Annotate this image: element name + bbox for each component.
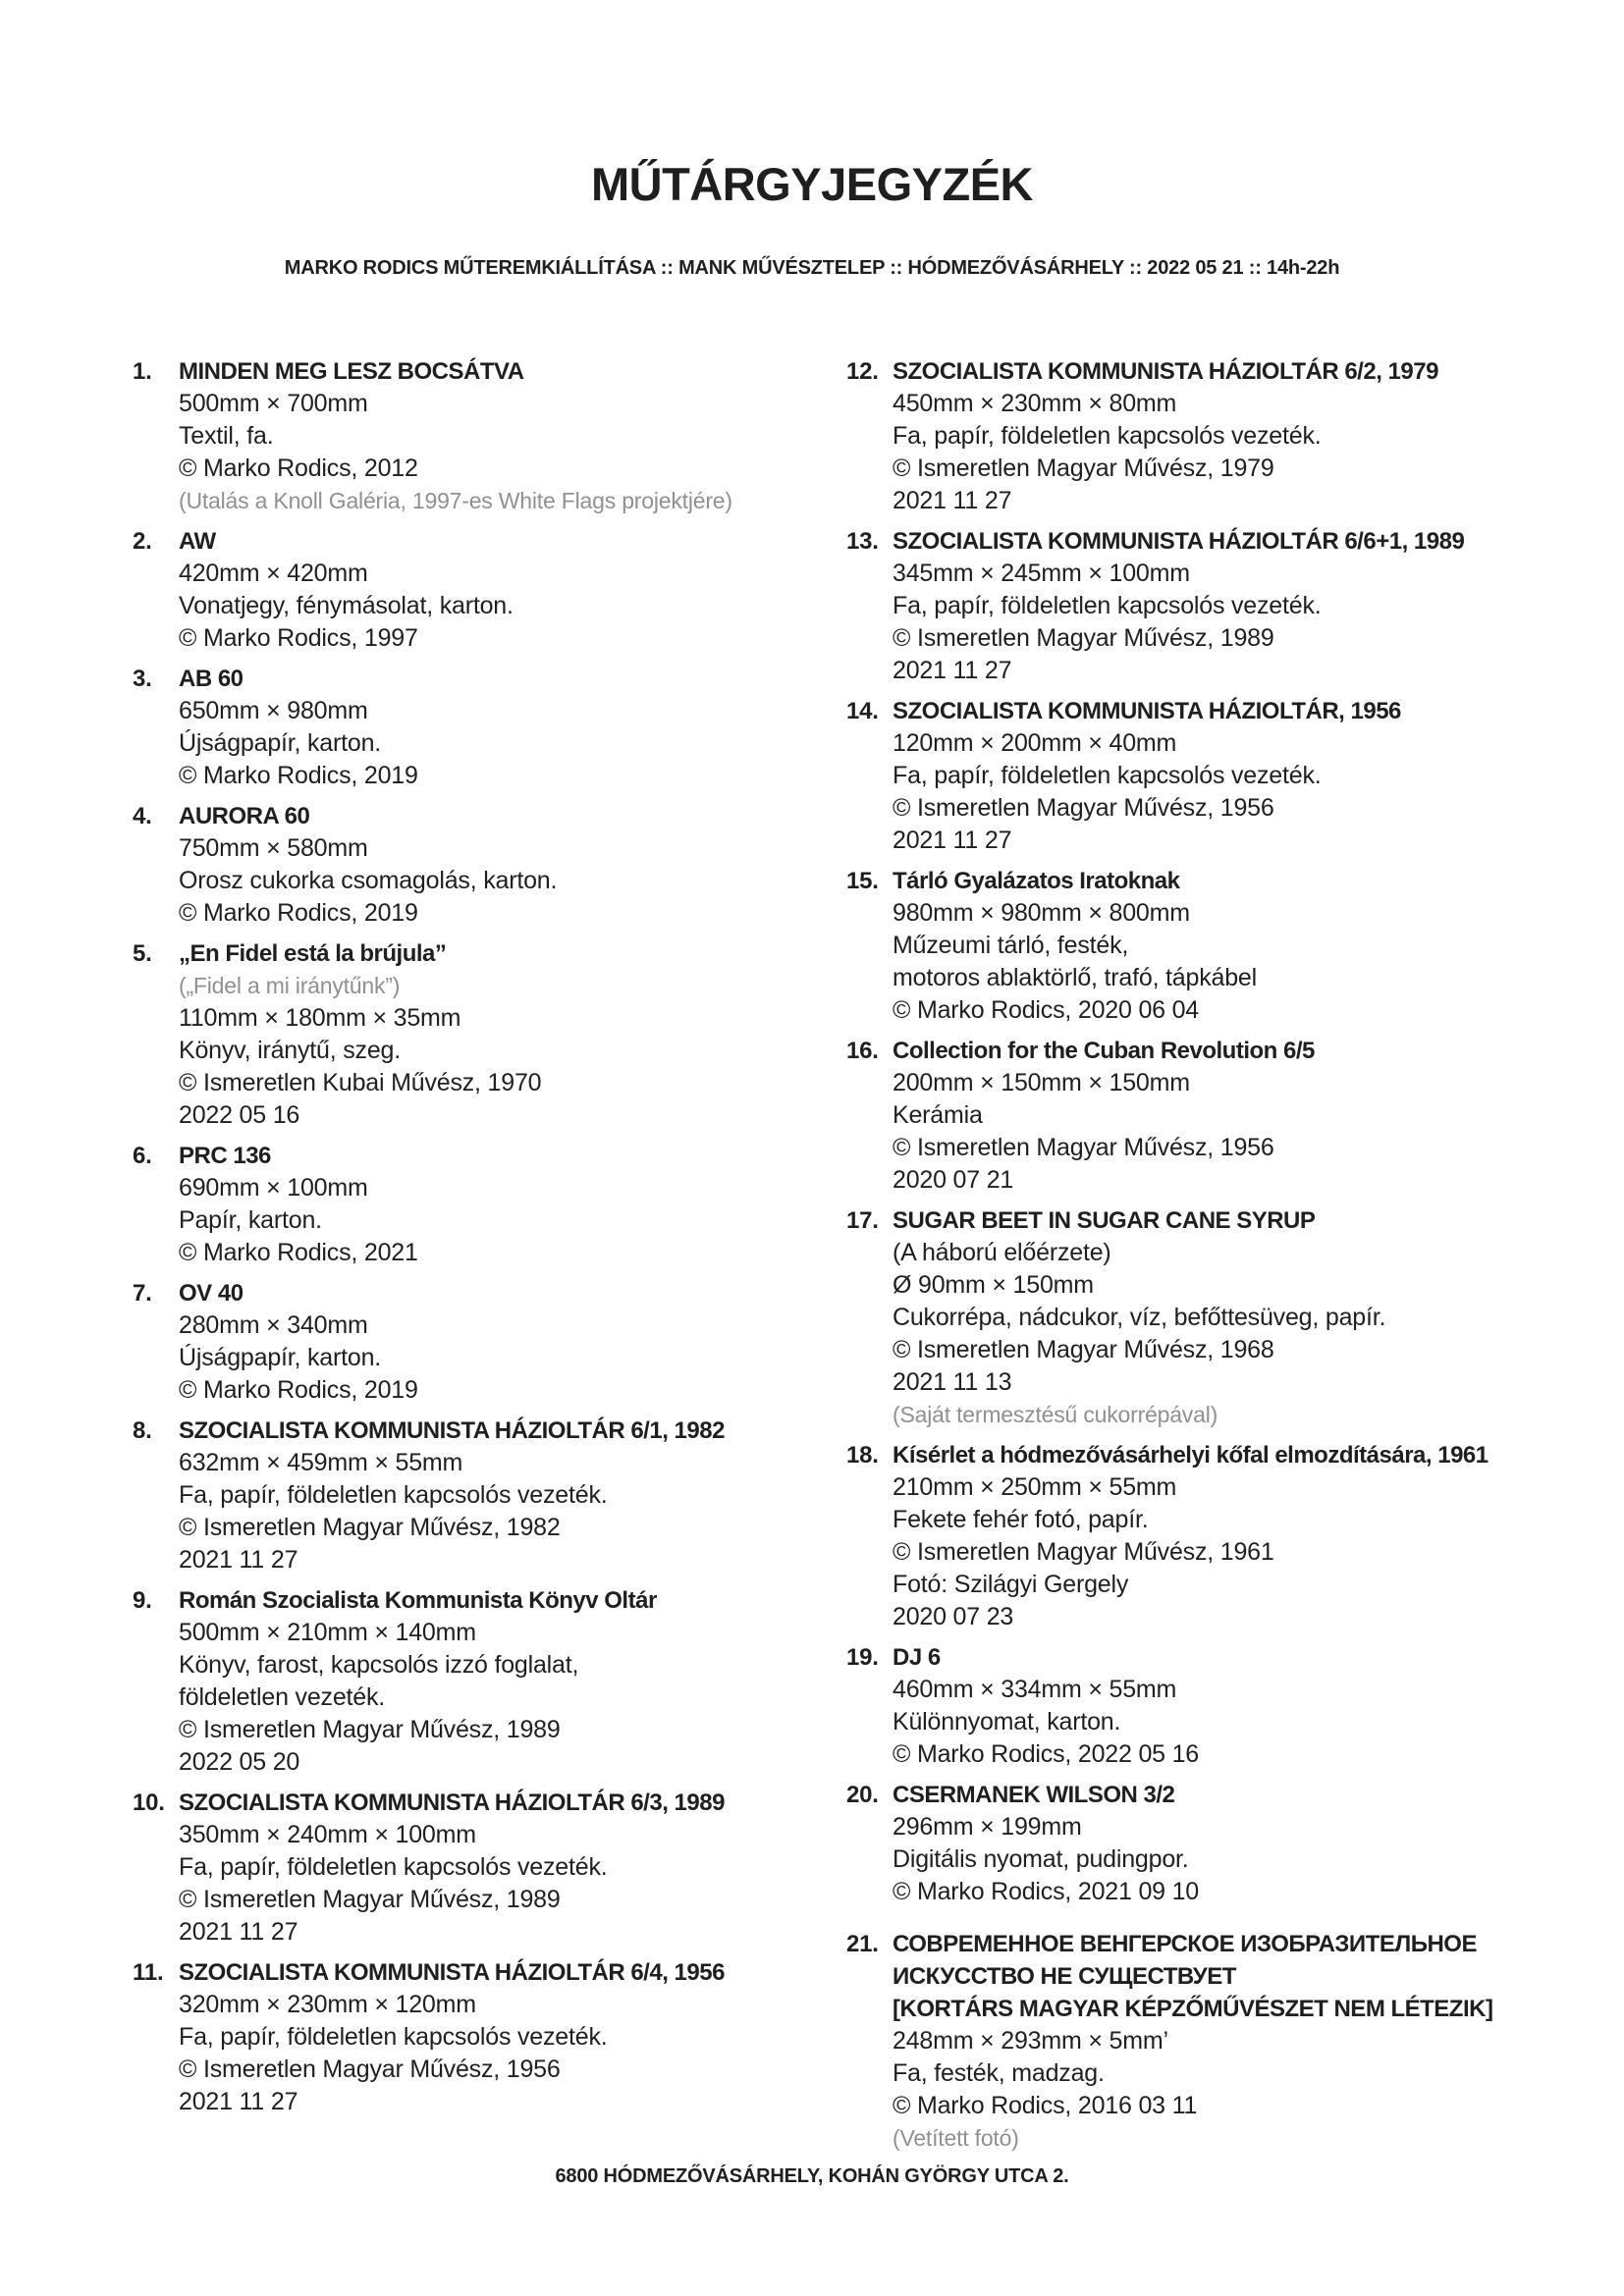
entry-line: Kerámia bbox=[893, 1101, 983, 1129]
entry-body bbox=[893, 1204, 1593, 1431]
entry-line: © Ismeretlen Magyar Művész, 1956 bbox=[893, 794, 1274, 822]
entry-line: Fa, papír, földeletlen kapcsolós vezeték. bbox=[179, 1853, 608, 1881]
entry-line: 350mm × 240mm × 100mm bbox=[179, 1821, 476, 1848]
entry-body bbox=[893, 355, 1593, 517]
entry-line: 345mm × 245mm × 100mm bbox=[893, 560, 1190, 587]
entry-number: 9. bbox=[133, 1587, 152, 1614]
entry-number: 19. bbox=[846, 1644, 879, 1671]
entry-line: Könyv, farost, kapcsolós izzó foglalat, bbox=[179, 1651, 579, 1679]
list-item bbox=[133, 1956, 820, 2118]
entry-number: 14. bbox=[846, 698, 879, 724]
entry-line: 500mm × 700mm bbox=[179, 390, 368, 417]
entry-line: Fotó: Szilágyi Gergely bbox=[893, 1571, 1129, 1598]
entry-number: 3. bbox=[133, 666, 152, 692]
entry-line: (A háború előérzete) bbox=[893, 1239, 1111, 1266]
entry-line: 2021 11 27 bbox=[179, 1918, 298, 1946]
entry-body bbox=[893, 695, 1593, 857]
entry-line: Fa, papír, földeletlen kapcsolós vezeték. bbox=[893, 592, 1322, 619]
entry-title: SZOCIALISTA KOMMUNISTA HÁZIOLTÁR, 1956 bbox=[893, 698, 1401, 724]
entry-note: (Utalás a Knoll Galéria, 1997-es White Flags projektjére) bbox=[179, 488, 732, 513]
list-item bbox=[846, 1779, 1593, 1908]
address-footer: 6800 HÓDMEZŐVÁSÁRHELY, KOHÁN GYÖRGY UTCA 2. bbox=[555, 2165, 1069, 2187]
entry-number: 21. bbox=[846, 1931, 879, 1957]
entry-number: 5. bbox=[133, 940, 152, 967]
entry-line: Különnyomat, karton. bbox=[893, 1708, 1121, 1735]
entry-number: 2. bbox=[133, 528, 152, 555]
entry-body bbox=[179, 355, 820, 517]
list-item bbox=[846, 1204, 1593, 1431]
entry-line: Fa, papír, földeletlen kapcsolós vezeték. bbox=[893, 422, 1322, 450]
entry-line: 248mm × 293mm × 5mm’ bbox=[893, 2027, 1168, 2055]
list-item bbox=[133, 1415, 820, 1576]
entry-body bbox=[179, 1584, 820, 1779]
entry-body bbox=[893, 865, 1593, 1027]
list-item bbox=[133, 937, 820, 1132]
list-item bbox=[133, 1140, 820, 1269]
entry-title: ИСКУССТВО НЕ СУЩЕСТВУЕТ bbox=[893, 1963, 1236, 1990]
entry-line: 2021 11 27 bbox=[893, 487, 1012, 514]
entry-line: 320mm × 230mm × 120mm bbox=[179, 1991, 476, 2018]
entry-number: 13. bbox=[846, 528, 879, 555]
entry-line: © Ismeretlen Magyar Művész, 1979 bbox=[893, 454, 1274, 482]
entry-number: 1. bbox=[133, 358, 152, 385]
entry-line: földeletlen vezeték. bbox=[179, 1683, 386, 1711]
entry-line: © Ismeretlen Kubai Művész, 1970 bbox=[179, 1069, 542, 1096]
entry-line: Cukorrépa, nádcukor, víz, befőttesüveg, papír. bbox=[893, 1304, 1386, 1331]
entry-line: © Ismeretlen Magyar Művész, 1982 bbox=[179, 1514, 561, 1541]
entry-number: 10. bbox=[133, 1789, 165, 1816]
entry-line: Fa, papír, földeletlen kapcsolós vezeték. bbox=[179, 2023, 608, 2051]
entry-line: 690mm × 100mm bbox=[179, 1174, 368, 1201]
entry-line: 750mm × 580mm bbox=[179, 834, 368, 862]
list-item bbox=[846, 695, 1593, 857]
entry-title: SZOCIALISTA KOMMUNISTA HÁZIOLTÁR 6/3, 1989 bbox=[179, 1789, 725, 1816]
entry-number: 12. bbox=[846, 358, 879, 385]
entry-line: 650mm × 980mm bbox=[179, 697, 368, 724]
entry-title: SZOCIALISTA KOMMUNISTA HÁZIOLTÁR 6/1, 1982 bbox=[179, 1417, 725, 1444]
entry-title: SZOCIALISTA KOMMUNISTA HÁZIOLTÁR 6/6+1, 1989 bbox=[893, 528, 1465, 555]
entry-line: © Marko Rodics, 1997 bbox=[179, 624, 418, 652]
entry-body bbox=[179, 1956, 820, 2118]
entry-line: 2021 11 13 bbox=[893, 1368, 1012, 1396]
entry-line: © Marko Rodics, 2019 bbox=[179, 762, 418, 789]
entry-body bbox=[179, 663, 820, 792]
list-item bbox=[133, 663, 820, 792]
entry-line: Fa, papír, földeletlen kapcsolós vezeték. bbox=[179, 1481, 608, 1509]
entry-title: Kísérlet a hódmezővásárhelyi kőfal elmozdítására, 1961 bbox=[893, 1442, 1489, 1468]
entry-line: © Marko Rodics, 2022 05 16 bbox=[893, 1740, 1199, 1768]
entry-line: Fekete fehér fotó, papír. bbox=[893, 1506, 1149, 1533]
entry-note: (Saját termesztésű cukorrépával) bbox=[893, 1402, 1218, 1427]
entry-line: Textil, fa. bbox=[179, 422, 274, 450]
entry-body bbox=[179, 525, 820, 655]
entry-title: Collection for the Cuban Revolution 6/5 bbox=[893, 1038, 1315, 1064]
entry-line: 420mm × 420mm bbox=[179, 560, 368, 587]
entry-line: Újságpapír, karton. bbox=[179, 729, 382, 757]
entry-number: 18. bbox=[846, 1442, 879, 1468]
entry-line: motoros ablaktörlő, trafó, tápkábel bbox=[893, 964, 1257, 991]
page-title: MŰTÁRGYJEGYZÉK bbox=[591, 158, 1033, 210]
entry-line: 280mm × 340mm bbox=[179, 1311, 368, 1339]
entry-line: Ø 90mm × 150mm bbox=[893, 1271, 1094, 1299]
entry-line: Orosz cukorka csomagolás, karton. bbox=[179, 867, 558, 894]
entry-title: SZOCIALISTA KOMMUNISTA HÁZIOLTÁR 6/4, 1956 bbox=[179, 1959, 725, 1986]
entry-line: 450mm × 230mm × 80mm bbox=[893, 390, 1177, 417]
entry-body bbox=[893, 1779, 1593, 1908]
list-item bbox=[133, 525, 820, 655]
entry-line: 460mm × 334mm × 55mm bbox=[893, 1676, 1177, 1703]
entry-number: 11. bbox=[133, 1959, 164, 1986]
entry-line: © Marko Rodics, 2021 bbox=[179, 1239, 418, 1266]
entry-line: © Ismeretlen Magyar Művész, 1961 bbox=[893, 1538, 1274, 1566]
entry-title: СОВРЕМЕННОЕ ВЕНГЕРСКОЕ ИЗОБРАЗИТЕЛЬНОЕ bbox=[893, 1931, 1477, 1957]
entry-note: (Vetített fotó) bbox=[893, 2125, 1019, 2151]
list-item bbox=[133, 355, 820, 517]
list-item bbox=[846, 1641, 1593, 1771]
entry-title: AB 60 bbox=[179, 666, 244, 692]
entry-body bbox=[893, 1641, 1593, 1771]
entry-body bbox=[179, 1787, 820, 1949]
entry-number: 17. bbox=[846, 1207, 879, 1234]
list-item bbox=[846, 1035, 1593, 1197]
entry-line: Műzeumi tárló, festék, bbox=[893, 932, 1129, 959]
entry-line: Fa, papír, földeletlen kapcsolós vezeték. bbox=[893, 762, 1322, 789]
list-item bbox=[846, 525, 1593, 687]
entry-line: © Marko Rodics, 2021 09 10 bbox=[893, 1878, 1199, 1905]
entry-number: 16. bbox=[846, 1038, 879, 1064]
list-item bbox=[133, 1787, 820, 1949]
entry-line: Vonatjegy, fénymásolat, karton. bbox=[179, 592, 514, 619]
entry-line: 296mm × 199mm bbox=[893, 1813, 1082, 1841]
exhibition-subtitle: MARKO RODICS MŰTEREMKIÁLLÍTÁSA :: MANK MŰVÉSZTELEP :: HÓDMEZŐVÁSÁRHELY :: 2022 05 21 :: 14h-22h bbox=[284, 257, 1340, 279]
entry-line: 2022 05 16 bbox=[179, 1101, 300, 1129]
list-item bbox=[133, 800, 820, 930]
entry-title: Román Szocialista Kommunista Könyv Oltár bbox=[179, 1587, 657, 1614]
entry-body bbox=[179, 1415, 820, 1576]
entry-title: MINDEN MEG LESZ BOCSÁTVA bbox=[179, 358, 524, 385]
entry-line: Digitális nyomat, pudingpor. bbox=[893, 1845, 1189, 1873]
entry-body bbox=[893, 1035, 1593, 1197]
entry-body bbox=[179, 1277, 820, 1407]
entry-title: SUGAR BEET IN SUGAR CANE SYRUP bbox=[893, 1207, 1316, 1234]
entry-line: © Marko Rodics, 2012 bbox=[179, 454, 418, 482]
entry-number: 20. bbox=[846, 1782, 879, 1808]
entry-body bbox=[179, 1140, 820, 1269]
list-item bbox=[846, 1928, 1593, 2155]
entry-title: OV 40 bbox=[179, 1280, 244, 1307]
entry-line: © Marko Rodics, 2016 03 11 bbox=[893, 2092, 1198, 2119]
entry-title: AW bbox=[179, 528, 216, 555]
entry-line: © Marko Rodics, 2020 06 04 bbox=[893, 996, 1199, 1024]
entry-title: Tárló Gyalázatos Iratoknak bbox=[893, 868, 1180, 894]
entry-title: SZOCIALISTA KOMMUNISTA HÁZIOLTÁR 6/2, 1979 bbox=[893, 358, 1438, 385]
entry-line: Papír, karton. bbox=[179, 1206, 322, 1234]
entry-line: © Ismeretlen Magyar Művész, 1956 bbox=[893, 1134, 1274, 1161]
entry-body bbox=[179, 937, 820, 1132]
list-item bbox=[846, 1439, 1593, 1633]
list-item bbox=[133, 1584, 820, 1779]
entry-line: © Marko Rodics, 2019 bbox=[179, 1376, 418, 1404]
artwork-list-column-right bbox=[846, 355, 1593, 2163]
entry-body bbox=[179, 800, 820, 930]
entry-line: 632mm × 459mm × 55mm bbox=[179, 1449, 463, 1476]
entry-line: © Ismeretlen Magyar Művész, 1989 bbox=[179, 1716, 561, 1743]
entry-line: 110mm × 180mm × 35mm bbox=[179, 1004, 461, 1032]
entry-number: 7. bbox=[133, 1280, 152, 1307]
list-item bbox=[846, 355, 1593, 517]
entry-line: 980mm × 980mm × 800mm bbox=[893, 899, 1190, 927]
entry-line: Újságpapír, karton. bbox=[179, 1344, 382, 1371]
entry-body bbox=[893, 1439, 1593, 1633]
entry-line: 120mm × 200mm × 40mm bbox=[893, 729, 1177, 757]
entry-title: DJ 6 bbox=[893, 1644, 941, 1671]
entry-line: © Marko Rodics, 2019 bbox=[179, 899, 418, 927]
entry-note: („Fidel a mi iránytűnk”) bbox=[179, 973, 401, 998]
entry-line: 200mm × 150mm × 150mm bbox=[893, 1069, 1190, 1096]
entry-line: © Ismeretlen Magyar Művész, 1989 bbox=[179, 1886, 561, 1913]
list-item bbox=[133, 1277, 820, 1407]
entry-line: © Ismeretlen Magyar Művész, 1968 bbox=[893, 1336, 1274, 1363]
entry-line: © Ismeretlen Magyar Művész, 1956 bbox=[179, 2056, 561, 2083]
entry-line: © Ismeretlen Magyar Művész, 1989 bbox=[893, 624, 1274, 652]
entry-line: 2021 11 27 bbox=[179, 1546, 298, 1574]
entry-line: 2021 11 27 bbox=[179, 2088, 298, 2115]
entry-title: AURORA 60 bbox=[179, 803, 310, 829]
entry-number: 4. bbox=[133, 803, 152, 829]
entry-line: Fa, festék, madzag. bbox=[893, 2059, 1105, 2087]
entry-line: 2021 11 27 bbox=[893, 657, 1012, 684]
entry-line: 2020 07 21 bbox=[893, 1166, 1014, 1194]
entry-number: 8. bbox=[133, 1417, 152, 1444]
artwork-list-column-left bbox=[133, 355, 820, 2126]
entry-title: [KORTÁRS MAGYAR KÉPZŐMŰVÉSZET NEM LÉTEZIK] bbox=[893, 1996, 1493, 2022]
entry-line: 2020 07 23 bbox=[893, 1603, 1014, 1630]
entry-number: 6. bbox=[133, 1143, 152, 1169]
entry-body bbox=[893, 1928, 1593, 2155]
entry-line: 210mm × 250mm × 55mm bbox=[893, 1473, 1177, 1501]
entry-title: „En Fidel está la brújula” bbox=[179, 940, 447, 967]
entry-line: 2022 05 20 bbox=[179, 1748, 300, 1776]
entry-body bbox=[893, 525, 1593, 687]
entry-number: 15. bbox=[846, 868, 879, 894]
entry-line: 500mm × 210mm × 140mm bbox=[179, 1619, 476, 1646]
entry-line: 2021 11 27 bbox=[893, 827, 1012, 854]
entry-title: PRC 136 bbox=[179, 1143, 271, 1169]
entry-title: CSERMANEK WILSON 3/2 bbox=[893, 1782, 1175, 1808]
entry-line: Könyv, iránytű, szeg. bbox=[179, 1037, 402, 1064]
list-item bbox=[846, 865, 1593, 1027]
